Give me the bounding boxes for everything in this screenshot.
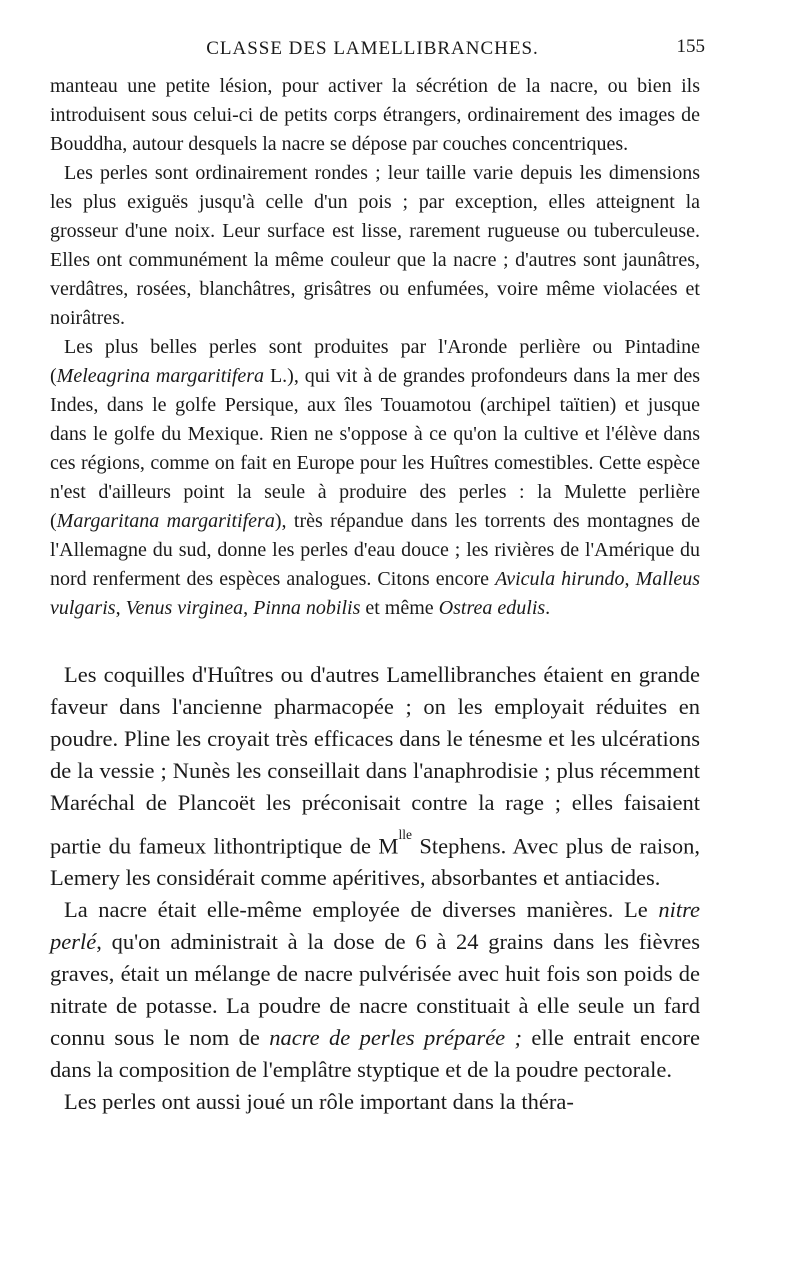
p3-text-e: . xyxy=(545,597,551,619)
p4-text-b: Stephens. Avec plus de raison, Lemery les considérait comme apéritives, absorbantes et antiacides. xyxy=(50,833,700,891)
p3-text-b: L.), qui vit à de grandes profondeurs dans la mer des Indes, dans le golfe Persique, aux îles Touamotou (archipel taïtien) et jusque dans le golfe du Mexique. Rien ne s'oppose à ce qu'on la cultive et l'élève dans ces régions, comme on fait en Europe pour les Huîtres comestibles. Cette espèce n'est d'ailleurs point la seule à produire des perles : la Mulette perlière ( xyxy=(50,365,700,532)
running-title: CLASSE DES LAMELLIBRANCHES. xyxy=(206,38,539,59)
p3-species-margaritana: Margaritana margaritifera xyxy=(56,510,275,532)
p5-text-c: elle entrait encore dans la composition de l'emplâtre styptique et de la poudre pectorale. xyxy=(50,1025,700,1083)
p5-term-nitre-perle: nitre perlé xyxy=(50,897,700,955)
p5-text-a: La nacre était elle-même employée de diverses manières. Le xyxy=(64,897,659,923)
page-body xyxy=(50,72,700,1118)
p3-species-avicula: Avicula hirundo xyxy=(495,568,625,590)
p3-text-c: ), très répandue dans les torrents des montagnes de l'Allemagne du sud, donne les perles d'eau douce ; les rivières de l'Amérique du nord renferment des espèces analogues. Citons encore xyxy=(50,510,700,590)
p3-species-malleus: Malleus vulgaris xyxy=(50,568,700,619)
p3-text-d: et même xyxy=(360,597,439,619)
paragraph-4 xyxy=(50,659,700,894)
lower-section xyxy=(50,659,700,1118)
p3-sep-1: , xyxy=(624,568,636,590)
p3-text-a: Les plus belles perles sont produites par l'Aronde perlière ou Pintadine ( xyxy=(50,336,700,387)
section-gap xyxy=(50,623,700,659)
paragraph-3 xyxy=(50,333,700,623)
p5-term-nacre-de-perles: nacre de perles préparée ; xyxy=(269,1025,523,1051)
paragraph-6: Les perles ont aussi joué un rôle important dans la théra- xyxy=(64,1089,574,1115)
p3-species-venus: Venus virginea xyxy=(125,597,244,619)
p3-species-ostrea: Ostrea edulis xyxy=(438,597,546,619)
p3-species-meleagrina: Meleagrina margaritifera xyxy=(56,365,265,387)
p4-superscript: lle xyxy=(398,827,412,842)
paragraph-2: Les perles sont ordinairement rondes ; leur taille varie depuis les dimensions les plus exiguës jusqu'à celle d'un pois ; par exception, elles atteignent la grosseur d'une noix. Leur surface est lisse, rarement rugueuse ou tuberculeuse. Elles ont communément la même couleur que la nacre ; d'autres sont jaunâtres, verdâtres, rosées, blanchâtres, grisâtres ou enfumées, voire même violacées et noirâtres. xyxy=(50,162,700,329)
p3-sep-2: , xyxy=(115,597,126,619)
paragraph-5 xyxy=(50,894,700,1086)
p3-sep-3: , xyxy=(243,597,254,619)
p4-text-a: Les coquilles d'Huîtres ou d'autres Lamellibranches étaient en grande faveur dans l'ancienne pharmacopée ; on les employait réduites en poudre. Pline les croyait très efficaces dans le ténesme et les ulcérations de la vessie ; Nunès les conseillait dans l'anaphrodisie ; plus récemment Maréchal de Plancoët les préconisait contre la rage ; elles faisaient partie du fameux lithontriptique de M xyxy=(50,662,700,859)
paragraph-1: manteau une petite lésion, pour activer la sécrétion de la nacre, ou bien ils introduisent sous celui-ci de petits corps étrangers, ordinairement des images de Bouddha, autour desquels la nacre se dépose par couches concentriques. xyxy=(50,75,700,155)
p3-species-pinna: Pinna nobilis xyxy=(253,597,361,619)
page-number: 155 xyxy=(676,36,705,57)
p5-text-b: , qu'on administrait à la dose de 6 à 24 grains dans les fièvres graves, était un mélange de nacre pulvérisée avec huit fois son poids de nitrate de potasse. La poudre de nacre constituait à elle seule un fard connu sous le nom de xyxy=(50,929,700,1051)
page-header xyxy=(40,34,705,66)
